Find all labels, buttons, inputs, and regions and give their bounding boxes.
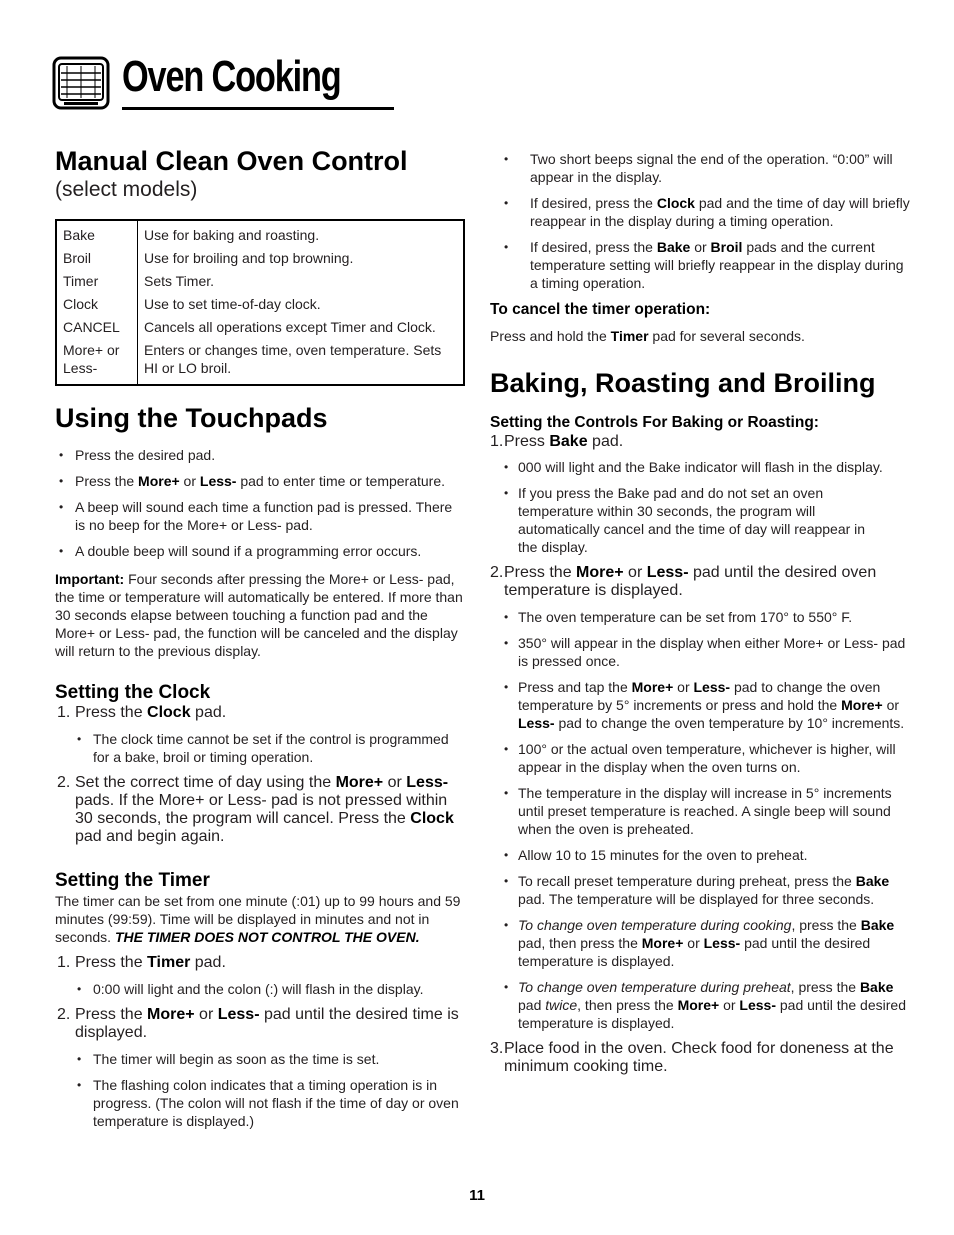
baking-step-2: 2. Press the More+ or Less- pad until the desired oven temperature is displayed. [490,564,877,599]
pad-function: Sets Timer. [144,273,215,289]
baking-step-3: 3. Place food in the oven. Check food for doneness at the minimum cooking time. [490,1040,894,1075]
list-item: • Two short beeps signal the end of the operation. “0:00” will appear in the display. [490,150,912,186]
touchpads-title: Using the Touchpads [55,403,328,433]
title-underline [122,107,394,110]
timer-intro: The timer can be set from one minute (:01) up to 99 hours and 59 minutes (99:59). Time will be displayed in minutes and not in seconds. THE TIMER DOES NOT CONTROL THE OVEN. [55,893,461,945]
list-item: • If desired, press the Clock pad and the time of day will briefly reappear in the display during a timing operation. [490,194,912,230]
table-row [56,339,464,386]
list-item: • A double beep will sound if a programming error occurs. [55,542,465,560]
cancel-timer-title: To cancel the timer operation: [490,301,711,318]
list-item: • The temperature in the display will increase in 5° increments until preset temperature is reached. A single beep will sound when the oven is preheated. [490,784,912,838]
manual-clean-title: Manual Clean Oven Control [55,146,408,176]
left-column [55,145,465,1138]
important-note: Important: Four seconds after pressing the More+ or Less- pad, the time or temperature will automatically be entered. If more than 30 seconds elapse between touching a function pad and the More+ or Less- pad, the function will be canceled and the display will return to the previous display. [55,571,463,659]
clock-step-1: 1. Press the Clock pad. [57,704,227,721]
timer-step-1: 1. Press the Timer pad. [57,954,226,971]
timer-step-1-notes [55,980,465,998]
pad-function: Cancels all operations except Timer and Clock. [144,319,436,335]
timer-continued-list [490,150,912,292]
touchpads-list [55,446,465,560]
baking-step-2-notes [490,608,912,1032]
list-item: • The timer will begin as soon as the time is set. [55,1050,465,1068]
list-item: • 100° or the actual oven temperature, whichever is higher, will appear in the display when the oven turns on. [490,740,912,776]
manual-clean-subtitle: (select models) [55,178,198,201]
pad-name: Bake [56,220,138,247]
list-item: • Press the desired pad. [55,446,465,464]
baking-step-1-notes [490,458,912,556]
list-item: • Press the More+ or Less- pad to enter time or temperature. [55,472,465,490]
timer-step-2: 2. Press the More+ or Less- pad until the desired time is displayed. [57,1006,459,1041]
table-row [56,270,464,293]
table-row [56,247,464,270]
list-item: • Allow 10 to 15 minutes for the oven to preheat. [490,846,912,864]
oven-icon [52,56,110,110]
list-item: • 0:00 will light and the colon (:) will flash in the display. [55,980,465,998]
page-number: 11 [469,1187,485,1204]
page-header [52,52,352,114]
pad-name: Broil [56,247,138,270]
list-item: • If desired, press the Bake or Broil pads and the current temperature setting will briefly reappear in the display during a timing operation. [490,238,912,292]
timer-title: Setting the Timer [55,870,210,891]
list-item: • Press and tap the More+ or Less- pad to change the oven temperature by 5° increments or press and hold the More+ or Less- pad to change the oven temperature by 10° increments. [490,678,912,732]
pad-function: Use to set time-of-day clock. [144,296,321,312]
pad-name: Clock [56,293,138,316]
pad-function: Use for baking and roasting. [144,227,320,243]
baking-step-1: 1. Press Bake pad. [490,433,624,450]
list-item: • To change oven temperature during preheat, press the Bake pad twice, then press the More+ or Less- pad until the desired temperature is displayed. [490,978,912,1032]
table-row [56,220,464,247]
pad-name: CANCEL [56,316,138,339]
right-column [490,150,912,1084]
list-item: • To change oven temperature during cooking, press the Bake pad, then press the More+ or Less- pad until the desired temperature is displayed. [490,916,912,970]
pad-function: Use for broiling and top browning. [144,250,354,266]
list-item: • The oven temperature can be set from 170° to 550° F. [490,608,912,626]
clock-step-2: 2. Set the correct time of day using the More+ or Less- pads. If the More+ or Less- pad is not pressed within 30 seconds, the program will cancel. Press the Clock pad and begin again. [57,774,454,845]
baking-subtitle: Setting the Controls For Baking or Roasting: [490,414,819,431]
clock-step-1-notes [55,730,465,766]
table-row [56,316,464,339]
list-item: • The flashing colon indicates that a timing operation is in progress. (The colon will not flash if the time of day or oven temperature is displayed.) [55,1076,465,1130]
list-item: • A beep will sound each time a function pad is pressed. There is no beep for the More+ or Less- pad. [55,498,465,534]
page-title: Oven Cooking [122,52,341,101]
pad-function: Enters or changes time, oven temperature. Sets HI or LO broil. [144,342,442,376]
table-row [56,293,464,316]
cancel-timer-text: Press and hold the Timer pad for several seconds. [490,328,805,344]
list-item: • The clock time cannot be set if the control is programmed for a bake, broil or timing operation. [55,730,465,766]
clock-title: Setting the Clock [55,682,211,703]
pad-name: More+ or Less- [56,339,138,386]
pad-function-table [55,219,465,386]
timer-step-2-notes [55,1050,465,1130]
list-item: • To recall preset temperature during preheat, press the Bake pad. The temperature will be displayed for three seconds. [490,872,912,908]
list-item: • 000 will light and the Bake indicator will flash in the display. [490,458,912,476]
pad-name: Timer [56,270,138,293]
list-item: • If you press the Bake pad and do not set an oven temperature within 30 seconds, the program will automatically cancel and the time of day will reappear in the display. [490,484,912,556]
baking-title: Baking, Roasting and Broiling [490,368,876,398]
list-item: • 350° will appear in the display when either More+ or Less- pad is pressed once. [490,634,912,670]
